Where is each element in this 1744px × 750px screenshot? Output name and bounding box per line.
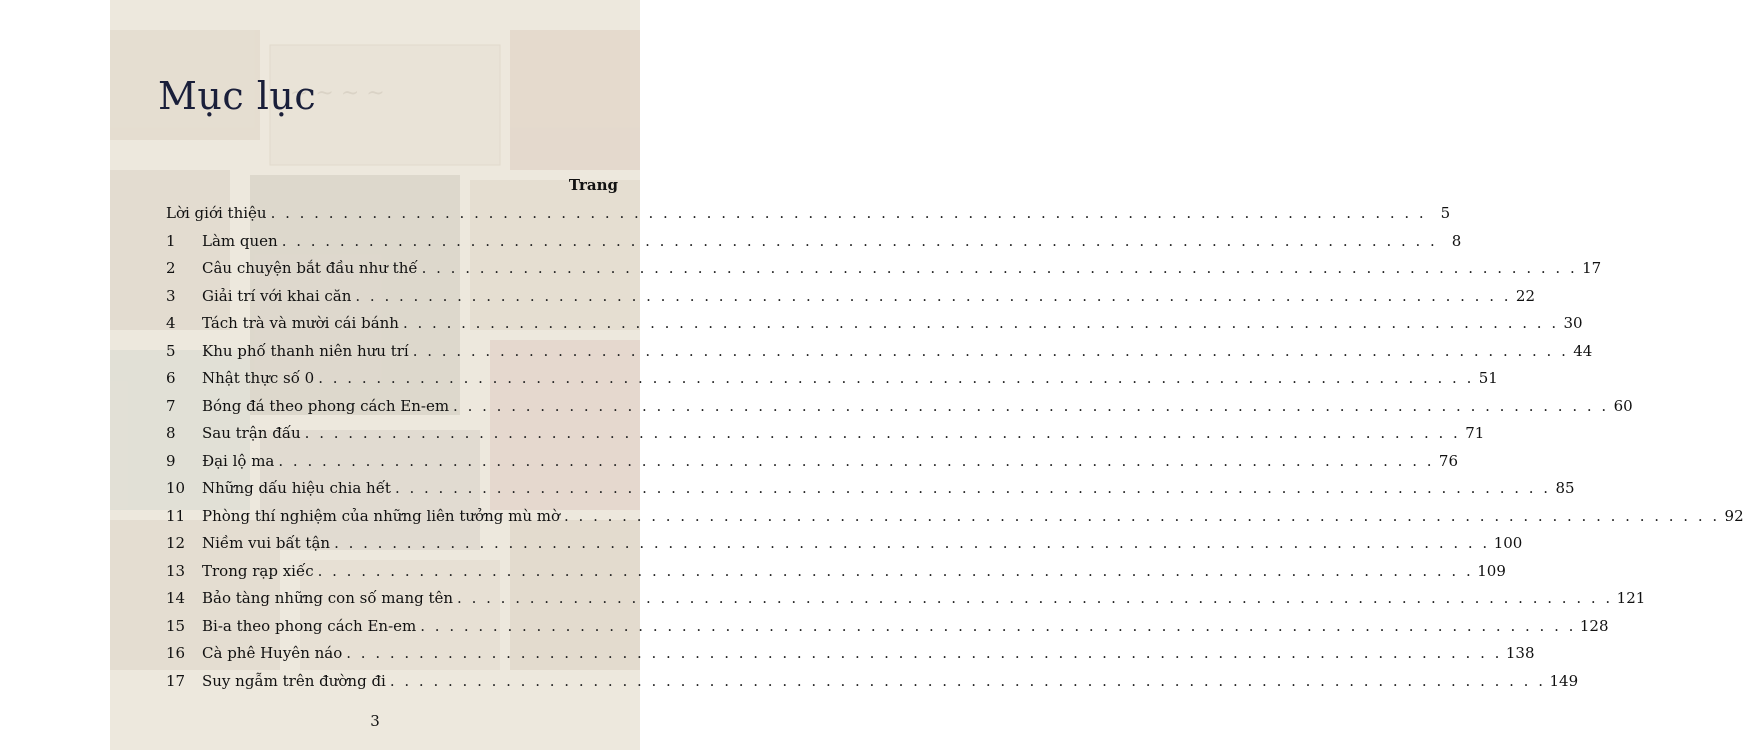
chapter-number: 7 [166, 396, 176, 415]
chapter-title: Trong rạp xiếc [202, 561, 314, 580]
chapter-page-number: 149 [1549, 671, 1579, 690]
dot-leader: . . . . . . . . . . . . . . . . . . . . . . . . . . . . . . . . . . . . . . . . . . . . . . . . . . . . . . . . . . . . . . . . . . . . . . . . . . . . . . . . [389, 671, 1546, 690]
chapter-page-number: 60 [1613, 396, 1633, 415]
dot-leader: . . . . . . . . . . . . . . . . . . . . . . . . . . . . . . . . . . . . . . . . . . . . . . . . . . . . . . . . . . . . . . . . . . . . . . . . . . . . . . . . [402, 314, 1559, 332]
chapter-title: Niềm vui bất tận [202, 534, 331, 552]
chapter-page-number: 5 [1440, 204, 1451, 222]
chapter-page-number: 17 [1582, 259, 1602, 277]
dot-leader: . . . . . . . . . . . . . . . . . . . . . . . . . . . . . . . . . . . . . . . . . . . . . . . . . . . . . . . . . . . . . . . . . . . . . . . . . . . . . . . . [334, 534, 1490, 552]
chapter-title: Lời giới thiệu [166, 204, 267, 222]
dot-leader: . . . . . . . . . . . . . . . . . . . . . . . . . . . . . . . . . . . . . . . . . . . . . . . . . . . . . . . . . . . . . . . . . . . . . . . . . . . . . . . . [394, 479, 1551, 497]
toc-entry [166, 424, 1485, 450]
chapter-title: Đại lộ ma [202, 451, 275, 470]
chapter-number: 4 [166, 314, 176, 332]
toc-entry [166, 204, 1451, 230]
chapter-title: Sau trận đấu [202, 424, 301, 442]
toc-entry [166, 286, 1536, 313]
dot-leader: . . . . . . . . . . . . . . . . . . . . . . . . . . . . . . . . . . . . . . . . . . . . . . . . . . . . . . . . . . . . . . . . . . . . . . . . . . . . . . . . [318, 369, 1474, 387]
chapter-title: Nhật thực số 0 [202, 369, 315, 387]
chapter-page-number: 30 [1563, 314, 1583, 332]
toc-entry [166, 259, 1602, 285]
chapter-number: 13 [166, 561, 186, 580]
chapter-number: 17 [166, 671, 186, 690]
chapter-page-number: 44 [1573, 341, 1593, 360]
chapter-page-number: 109 [1477, 561, 1506, 580]
page-title: Mục lục [158, 74, 317, 118]
chapter-number: 11 [166, 506, 186, 525]
dot-leader: . . . . . . . . . . . . . . . . . . . . . . . . . . . . . . . . . . . . . . . . . . . . . . . . . . . . . . . . . . . . . . . . . . . . . . . . . . . . . . . . [453, 396, 1609, 415]
dot-leader: . . . . . . . . . . . . . . . . . . . . . . . . . . . . . . . . . . . . . . . . . . . . . . . . . . . . . . . . . . . . . . . . . . . . . . . . . . . . . . . . [270, 204, 1427, 222]
toc-entry [166, 231, 1462, 258]
chapter-title: Suy ngẫm trên đường đi [202, 671, 386, 690]
chapter-number: 10 [166, 479, 186, 497]
chapter-page-number: 100 [1493, 534, 1523, 552]
chapter-number: 12 [166, 534, 186, 552]
chapter-page-number: 128 [1579, 616, 1609, 635]
chapter-title: Tách trà và mười cái bánh [202, 314, 399, 332]
dot-leader: . . . . . . . . . . . . . . . . . . . . . . . . . . . . . . . . . . . . . . . . . . . . . . . . . . . . . . . . . . . . . . . . . . . . . . . . . . . . . . . . [421, 259, 1578, 277]
dot-leader: . . . . . . . . . . . . . . . . . . . . . . . . . . . . . . . . . . . . . . . . . . . . . . . . . . . . . . . . . . . . . . . . . . . . . . . . . . . . . . . . [281, 231, 1438, 250]
toc-entry [166, 314, 1583, 340]
chapter-title: Khu phố thanh niên hưu trí [202, 341, 409, 360]
chapter-number: 1 [166, 231, 176, 250]
book-page [110, 0, 1744, 750]
chapter-number: 6 [166, 369, 176, 387]
dot-leader: . . . . . . . . . . . . . . . . . . . . . . . . . . . . . . . . . . . . . . . . . . . . . . . . . . . . . . . . . . . . . . . . . . . . . . . . . . . . . . . . [317, 561, 1474, 580]
chapter-title: Phòng thí nghiệm của những liên tưởng mù mờ [202, 506, 561, 525]
toc-entry [166, 451, 1459, 478]
page-column-heading: Trang [568, 176, 618, 194]
page-number: 3 [370, 712, 380, 730]
toc-entry [166, 671, 1579, 698]
dot-leader: . . . . . . . . . . . . . . . . . . . . . . . . . . . . . . . . . . . . . . . . . . . . . . . . . . . . . . . . . . . . . . . . . . . . . . . . . . . . . . . . [412, 341, 1569, 360]
dot-leader: . . . . . . . . . . . . . . . . . . . . . . . . . . . . . . . . . . . . . . . . . . . . . . . . . . . . . . . . . . . . . . . . . . . . . . . . . . . . . . . . [420, 616, 1576, 635]
toc-entry [166, 396, 1633, 423]
toc-entry [166, 369, 1498, 395]
chapter-number: 3 [166, 286, 176, 305]
chapter-page-number: 71 [1465, 424, 1485, 442]
toc-entry [166, 341, 1593, 368]
chapter-page-number: 8 [1451, 231, 1462, 250]
chapter-number: 14 [166, 589, 186, 607]
chapter-title: Bóng đá theo phong cách En-em [202, 396, 450, 415]
dot-leader: . . . . . . . . . . . . . . . . . . . . . . . . . . . . . . . . . . . . . . . . . . . . . . . . . . . . . . . . . . . . . . . . . . . . . . . . . . . . . . . . [304, 424, 1461, 442]
chapter-title: Câu chuyện bắt đầu như thế [202, 259, 418, 277]
dot-leader: . . . . . . . . . . . . . . . . . . . . . . . . . . . . . . . . . . . . . . . . . . . . . . . . . . . . . . . . . . . . . . . . . . . . . . . . . . . . . . . . [564, 506, 1720, 525]
chapter-number: 15 [166, 616, 186, 635]
chapter-number: 9 [166, 451, 176, 470]
toc-entry [166, 479, 1575, 505]
dot-leader: . . . . . . . . . . . . . . . . . . . . . . . . . . . . . . . . . . . . . . . . . . . . . . . . . . . . . . . . . . . . . . . . . . . . . . . . . . . . . . . . [457, 589, 1613, 607]
chapter-number: 16 [166, 644, 186, 662]
chapter-page-number: 138 [1505, 644, 1535, 662]
toc-entry [166, 561, 1506, 588]
toc-entry [166, 534, 1523, 560]
chapter-page-number: 85 [1555, 479, 1575, 497]
toc-entry [166, 644, 1535, 670]
chapter-title: Cà phê Huyên náo [202, 644, 343, 662]
toc-entry [166, 589, 1646, 615]
chapter-title: Làm quen [202, 231, 278, 250]
chapter-page-number: 22 [1515, 286, 1536, 305]
chapter-page-number: 51 [1478, 369, 1498, 387]
chapter-page-number: 121 [1616, 589, 1646, 607]
chapter-title: Bi-a theo phong cách En-em [202, 616, 417, 635]
dot-leader: . . . . . . . . . . . . . . . . . . . . . . . . . . . . . . . . . . . . . . . . . . . . . . . . . . . . . . . . . . . . . . . . . . . . . . . . . . . . . . . . [278, 451, 1435, 470]
toc-entry [166, 506, 1744, 533]
toc-entry [166, 616, 1609, 643]
chapter-number: 2 [166, 259, 176, 277]
chapter-number: 5 [166, 341, 176, 360]
chapter-number: 8 [166, 424, 176, 442]
chapter-page-number: 92 [1724, 506, 1744, 525]
chapter-title: Những dấu hiệu chia hết [202, 479, 391, 497]
dot-leader: . . . . . . . . . . . . . . . . . . . . . . . . . . . . . . . . . . . . . . . . . . . . . . . . . . . . . . . . . . . . . . . . . . . . . . . . . . . . . . . . [355, 286, 1512, 305]
chapter-title: Bảo tàng những con số mang tên [202, 589, 454, 607]
dot-leader: . . . . . . . . . . . . . . . . . . . . . . . . . . . . . . . . . . . . . . . . . . . . . . . . . . . . . . . . . . . . . . . . . . . . . . . . . . . . . . . . [346, 644, 1502, 662]
chapter-title: Giải trí với khai căn [202, 286, 352, 305]
chapter-page-number: 76 [1438, 451, 1459, 470]
